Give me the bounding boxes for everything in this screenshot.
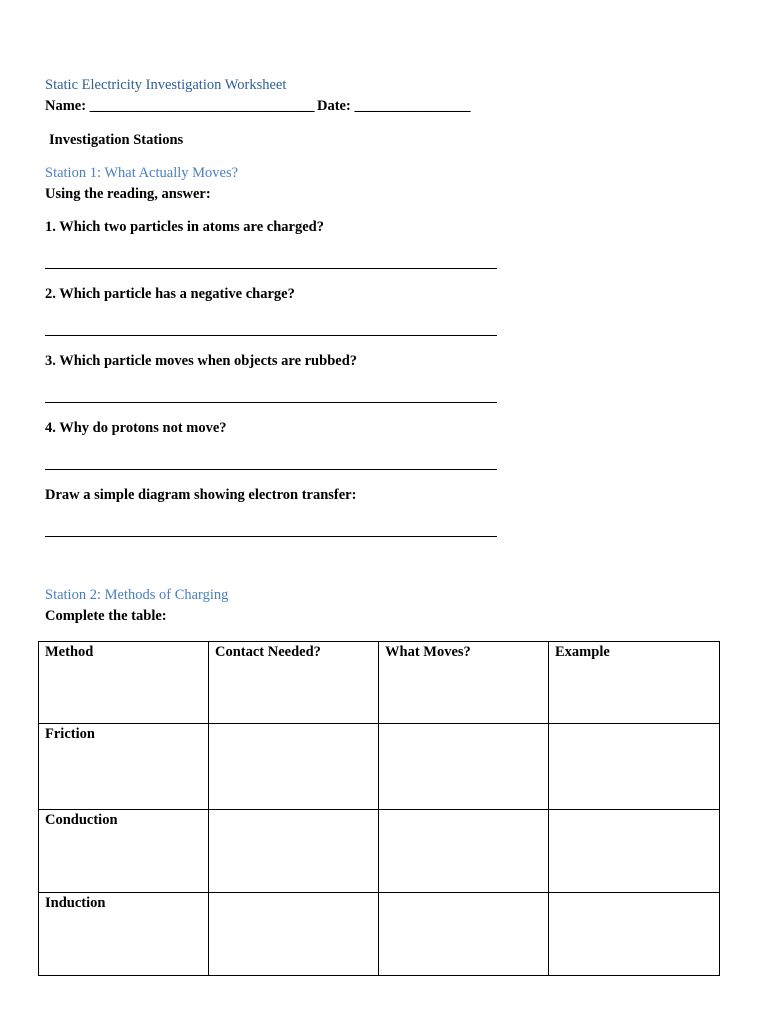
answer-line-5 — [45, 536, 497, 537]
answer-line-4 — [45, 469, 497, 470]
date-label: Date: — [317, 98, 351, 114]
question-1: 1. Which two particles in atoms are charged? — [45, 219, 324, 235]
station2-instruction: Complete the table: — [45, 608, 167, 624]
question-4: 4. Why do protons not move? — [45, 420, 227, 436]
cell-induction-contact[interactable] — [209, 893, 379, 976]
section-heading: Investigation Stations — [49, 132, 184, 148]
header-example: Example — [549, 642, 720, 724]
table-row — [39, 810, 720, 893]
answer-line-3 — [45, 402, 497, 403]
method-induction: Induction — [39, 893, 209, 976]
cell-conduction-contact[interactable] — [209, 810, 379, 893]
date-blank: ________________ — [354, 98, 471, 114]
table-row — [39, 724, 720, 810]
name-field-row — [45, 98, 314, 115]
answer-line-1 — [45, 268, 497, 269]
cell-conduction-moves[interactable] — [379, 810, 549, 893]
diagram-prompt: Draw a simple diagram showing electron transfer: — [45, 487, 357, 503]
cell-friction-example[interactable] — [549, 724, 720, 810]
date-field-row — [317, 98, 470, 115]
cell-friction-moves[interactable] — [379, 724, 549, 810]
name-blank: _______________________________ — [89, 98, 315, 114]
station1-title: Station 1: What Actually Moves? — [45, 165, 239, 181]
table-header-row — [39, 642, 720, 724]
cell-induction-moves[interactable] — [379, 893, 549, 976]
header-method: Method — [39, 642, 209, 724]
answer-line-2 — [45, 335, 497, 336]
method-conduction: Conduction — [39, 810, 209, 893]
station1-instruction: Using the reading, answer: — [45, 186, 211, 202]
cell-conduction-example[interactable] — [549, 810, 720, 893]
header-what-moves: What Moves? — [379, 642, 549, 724]
question-3: 3. Which particle moves when objects are rubbed? — [45, 353, 358, 369]
worksheet-title: Static Electricity Investigation Worksheet — [45, 77, 287, 93]
question-2: 2. Which particle has a negative charge? — [45, 286, 295, 302]
cell-induction-example[interactable] — [549, 893, 720, 976]
station2-title: Station 2: Methods of Charging — [45, 587, 229, 603]
cell-friction-contact[interactable] — [209, 724, 379, 810]
charging-methods-table — [38, 641, 720, 976]
header-contact-needed: Contact Needed? — [209, 642, 379, 724]
table-row — [39, 893, 720, 976]
method-friction: Friction — [39, 724, 209, 810]
name-label: Name: — [45, 98, 87, 114]
